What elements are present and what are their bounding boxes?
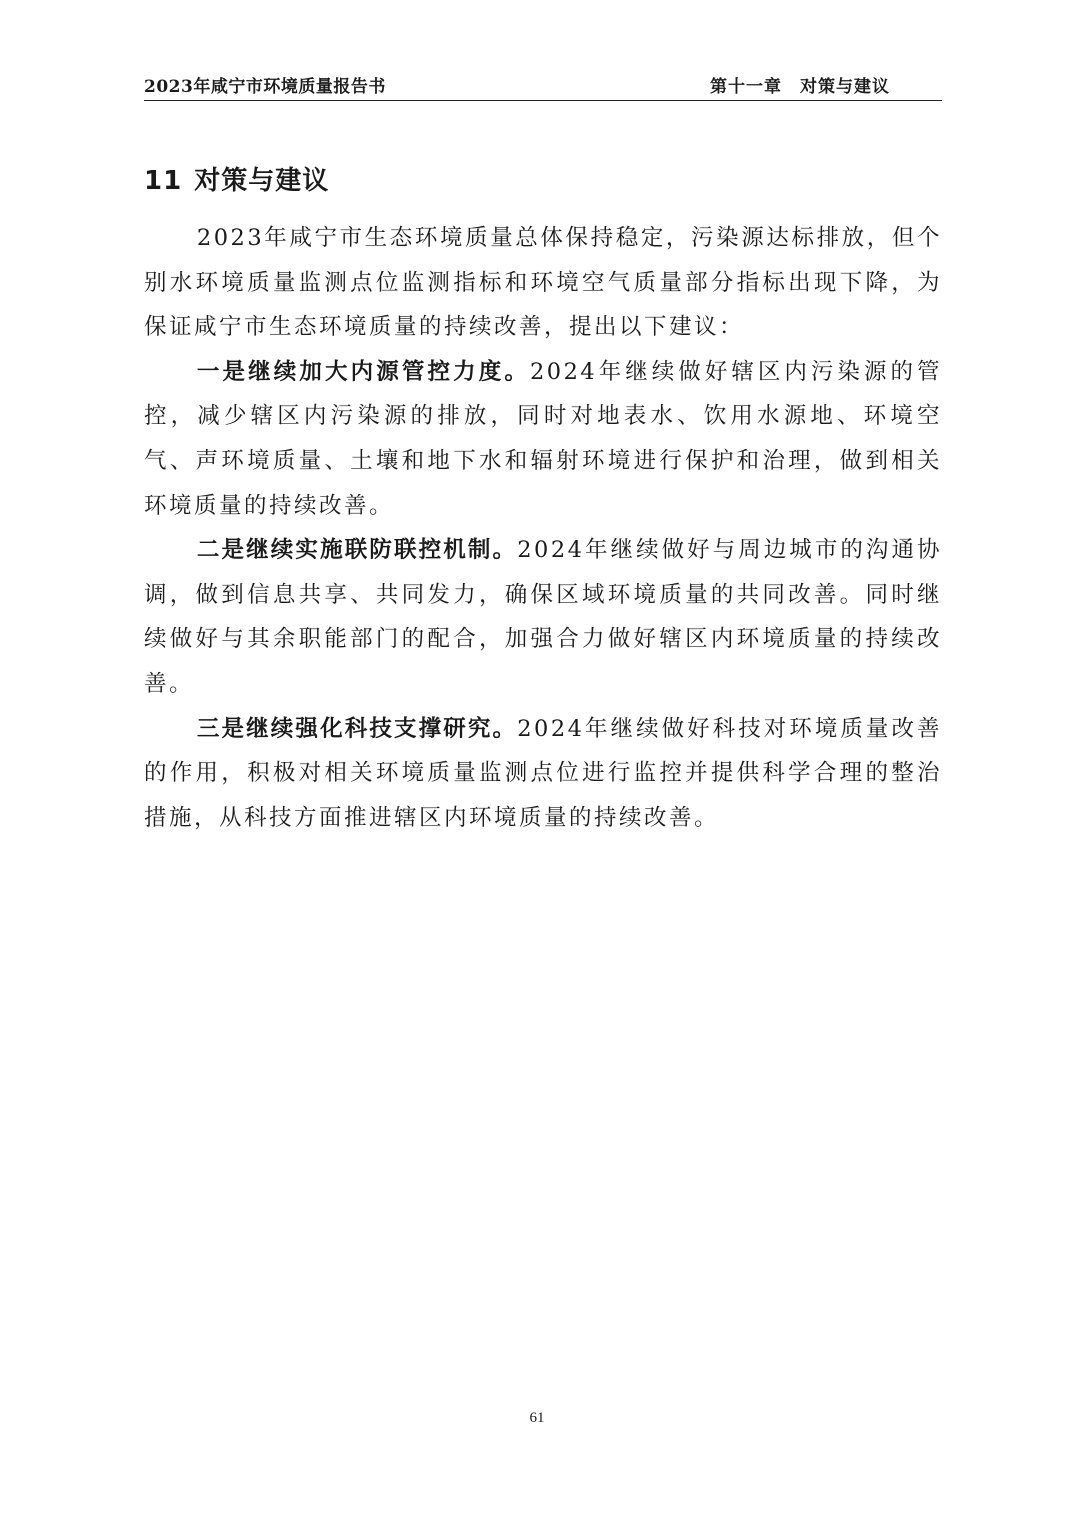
paragraph-text: 2023年咸宁市生态环境质量总体保持稳定，污染源达标排放，但个别水环境质量监测点位监测指标和环境空气质量部分指标出现下降，为保证咸宁市生态环境质量的持续改善，提出以下建议： bbox=[144, 225, 942, 341]
chapter-heading bbox=[144, 163, 329, 199]
paragraph-text: 2024年继续做好科技对环境质量改善的作用，积极对相关环境质量监测点位进行监控并提供科学合理的整治措施，从科技方面推进辖区内环境质量的持续改善。 bbox=[144, 715, 942, 831]
suggestion-heading: 一是继续加大内源管控力度。 bbox=[196, 358, 530, 385]
body-text bbox=[144, 216, 942, 840]
paragraph-intro bbox=[144, 216, 942, 350]
paragraph-text: 2024年继续做好辖区内污染源的管控，减少辖区内污染源的排放，同时对地表水、饮用水源地、环境空气、声环境质量、土壤和地下水和辐射环境进行保护和治理，做到相关环境质量的持续改善。 bbox=[144, 358, 942, 519]
header-report-title: 2023年咸宁市环境质量报告书 bbox=[144, 77, 386, 97]
chapter-title: 对策与建议 bbox=[194, 166, 330, 196]
suggestion-heading: 二是继续实施联防联控机制。 bbox=[196, 537, 518, 564]
suggestion-heading: 三是继续强化科技支撑研究。 bbox=[196, 715, 518, 742]
paragraph-suggestion-2 bbox=[144, 528, 942, 706]
chapter-number: 11 bbox=[144, 166, 183, 196]
running-header bbox=[144, 76, 942, 101]
page-number: 61 bbox=[529, 1410, 545, 1426]
paragraph-text: 2024年继续做好与周边城市的沟通协调，做到信息共享、共同发力，确保区域环境质量的共同改善。同时继续做好与其余职能部门的配合，加强合力做好辖区内环境质量的持续改善。 bbox=[144, 537, 942, 697]
paragraph-suggestion-1 bbox=[144, 350, 942, 528]
header-chapter-title: 第十一章 对策与建议 bbox=[710, 77, 890, 97]
paragraph-suggestion-3 bbox=[144, 707, 942, 841]
